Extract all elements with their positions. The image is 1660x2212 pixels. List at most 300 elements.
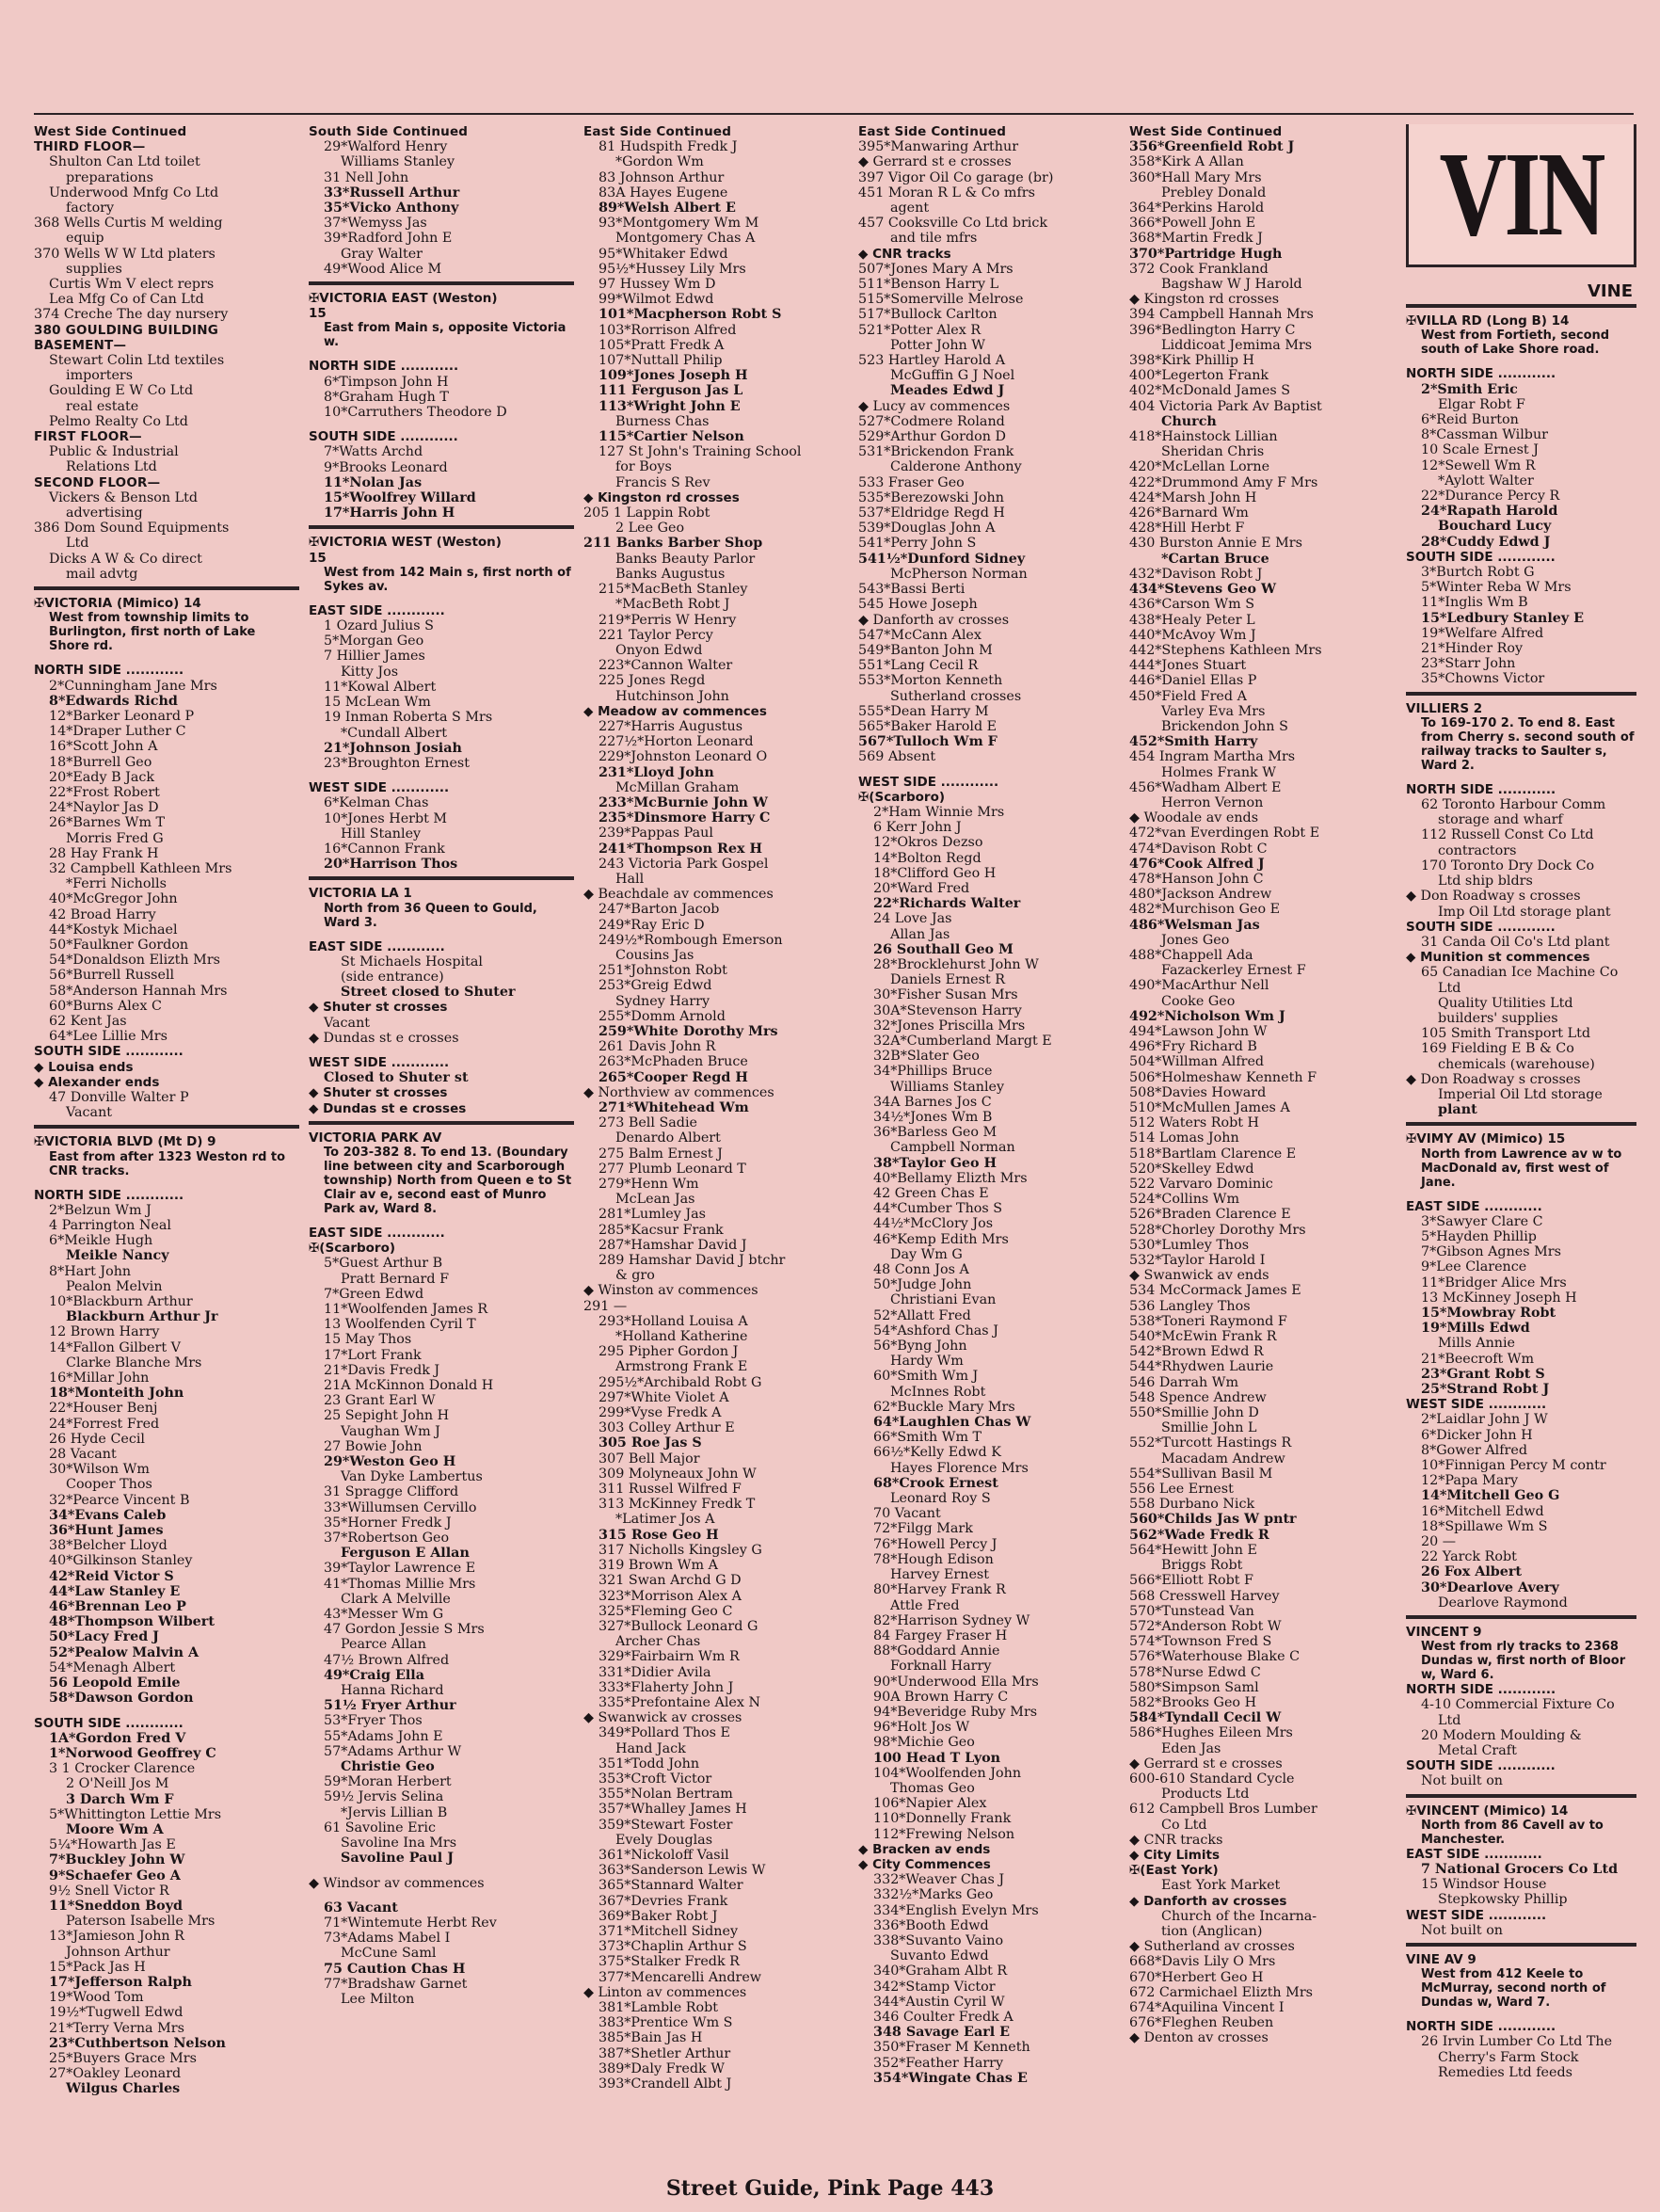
directory-entry: 327*Bullock Leonard G (599, 1618, 758, 1634)
directory-entry: 20*Harrison Thos (324, 857, 458, 873)
section-heading: SECOND FLOOR— (34, 474, 161, 490)
section-heading: West Side Continued (34, 124, 187, 139)
directory-entry: Hardy Wm (890, 1354, 964, 1370)
street-description: To 169-170 2. To end 8. East from Cherry s. second south of railway tracks to Saulter s, Ward 2. (1421, 715, 1635, 773)
directory-entry: 95*Whitaker Edwd (599, 246, 728, 262)
directory-entry: equip (66, 231, 104, 247)
directory-entry: 521*Potter Alex R (858, 322, 982, 338)
street-heading: ✠VILLA RD (Long B) 14 (1406, 313, 1570, 329)
street-heading: ✠VICTORIA BLVD (Mt D) 9 (34, 1134, 216, 1150)
directory-entry: 25*Strand Robt J (1421, 1381, 1550, 1397)
directory-entry: 54*Donaldson Elizth Mrs (49, 953, 220, 969)
directory-entry: 64*Laughlen Chas W (873, 1415, 1031, 1431)
directory-entry: 387*Shetler Arthur (599, 2045, 731, 2061)
directory-entry: ◆ Swanwick av crosses (583, 1710, 742, 1726)
street-heading: ✠VICTORIA WEST (Weston) (309, 535, 502, 551)
directory-entry: 548 Spence Andrew (1129, 1389, 1267, 1405)
directory-entry: 506*Holmeshaw Kenneth F (1129, 1069, 1317, 1085)
directory-entry: 323*Morrison Alex A (599, 1588, 742, 1604)
directory-entry: 385*Bain Jas H (599, 2030, 703, 2046)
directory-entry: Williams Stanley (890, 1079, 1005, 1095)
directory-entry: 72*Filgg Mark (873, 1521, 973, 1537)
directory-entry: 44*Law Stanley E (49, 1583, 181, 1599)
directory-entry: McMillan Graham (615, 779, 740, 795)
directory-entry: 315 Rose Geo H (599, 1527, 719, 1543)
directory-entry: 2*Ham Winnie Mrs (873, 804, 1005, 820)
directory-entry: Ltd ship bldrs (1438, 874, 1533, 890)
directory-entry: Blackburn Arthur Jr (66, 1309, 218, 1325)
directory-entry: 227½*Horton Leonard (599, 734, 754, 750)
street-heading: SOUTH SIDE ............ (1406, 1758, 1556, 1774)
street-heading: NORTH SIDE ............ (34, 1187, 184, 1203)
directory-entry: Van Dyke Lambertus (341, 1469, 483, 1485)
directory-entry: 299*Vyse Fredk A (599, 1405, 722, 1421)
directory-entry: 537*Eldridge Regd H (858, 505, 1005, 521)
directory-entry: 375*Stalker Fredk R (599, 1954, 740, 1970)
directory-entry: 15*Mowbray Robt (1421, 1305, 1556, 1321)
directory-entry: 370 Wells W W Ltd platers (34, 246, 215, 262)
directory-entry: 404 Victoria Park Av Baptist (1129, 398, 1322, 414)
street-heading: ✠VICTORIA EAST (Weston) (309, 291, 498, 307)
directory-entry: 531*Brickendon Frank (858, 444, 1014, 460)
directory-entry: 474*Davison Robt C (1129, 841, 1268, 857)
directory-entry: Forknall Harry (890, 1659, 992, 1675)
directory-entry: 289 Hamshar David J btchr (599, 1253, 786, 1269)
directory-entry: 7*Gibson Agnes Mrs (1421, 1244, 1561, 1260)
directory-entry: storage and wharf (1438, 812, 1563, 828)
directory-entry: 400*Legerton Frank (1129, 368, 1269, 384)
directory-entry: Allan Jas (890, 926, 950, 942)
directory-entry: builders' supplies (1438, 1010, 1558, 1026)
street-heading: NORTH SIDE ............ (34, 663, 184, 679)
directory-entry: 9*Lee Clarence (1421, 1259, 1527, 1275)
directory-entry: 26*Barnes Wm T (49, 815, 166, 831)
directory-entry: Meikle Nancy (66, 1248, 169, 1264)
directory-entry: Wilgus Charles (66, 2081, 181, 2097)
directory-entry: 7*Buckley John W (49, 1852, 185, 1868)
directory-entry: 9*Schaefer Geo A (49, 1867, 181, 1883)
directory-entry: Paterson Isabelle Mrs (66, 1914, 215, 1930)
directory-entry: 482*Murchison Geo E (1129, 902, 1281, 918)
directory-entry: 19*Mills Edwd (1421, 1321, 1530, 1337)
directory-entry: 11*Woolfenden James R (324, 1301, 488, 1317)
directory-entry: ◆ Windsor av commences (309, 1875, 485, 1891)
directory-entry: 570*Tunstead Van (1129, 1603, 1254, 1619)
directory-entry: 62 Kent Jas (49, 1013, 127, 1029)
directory-entry: ◆ Gerrard st e crosses (1129, 1755, 1283, 1771)
directory-entry: Elgar Robt F (1438, 396, 1525, 412)
directory-entry: 556 Lee Ernest (1129, 1482, 1234, 1498)
spacer (858, 765, 1124, 775)
section-rule (309, 1121, 574, 1125)
directory-entry: 11*Sneddon Boyd (49, 1898, 184, 1914)
directory-entry: 35*Horner Fredk J (324, 1515, 452, 1531)
directory-entry: 255*Domm Arnold (599, 1008, 726, 1024)
directory-entry: Vaughan Wm J (341, 1423, 440, 1439)
directory-entry: 223*Cannon Walter (599, 658, 733, 674)
directory-entry: 84 Fargey Fraser H (873, 1627, 1008, 1643)
directory-entry: plant (1438, 1102, 1477, 1118)
directory-entry: 70 Vacant (873, 1506, 941, 1522)
directory-entry: 12 Brown Harry (49, 1324, 160, 1340)
directory-entry: 47 Gordon Jessie S Mrs (324, 1622, 485, 1638)
street-heading: WEST SIDE ............ (309, 1054, 450, 1070)
directory-entry: 350*Fraser M Kenneth (873, 2040, 1030, 2056)
directory-entry: 279*Henn Wm (599, 1177, 699, 1193)
directory-entry: 81 Hudspith Fredk J (599, 139, 738, 155)
directory-entry: 40*McGregor John (49, 891, 178, 907)
directory-entry: Shulton Can Ltd toilet (49, 154, 200, 170)
directory-entry: 366*Powell John E (1129, 216, 1256, 232)
directory-entry: 496*Fry Richard B (1129, 1039, 1257, 1055)
directory-entry: 94*Beveridge Ruby Mrs (873, 1704, 1038, 1720)
section-rule (34, 1125, 299, 1129)
directory-entry: 247*Barton Jacob (599, 902, 720, 918)
directory-entry: Vacant (66, 1105, 113, 1121)
directory-entry: Banks Augustus (615, 566, 726, 582)
directory-entry: McPherson Norman (890, 566, 1028, 582)
directory-entry: 291 — (583, 1298, 628, 1314)
header-word: VIN (1439, 127, 1604, 261)
directory-entry: 66½*Kelly Edwd K (873, 1445, 1001, 1461)
directory-entry: 361*Nickoloff Vasil (599, 1847, 729, 1863)
directory-entry: 22*Richards Walter (873, 896, 1021, 912)
directory-entry: 307 Bell Major (599, 1451, 700, 1467)
directory-entry: 21*Davis Fredk J (324, 1362, 440, 1378)
directory-entry: 27 Bowie John (324, 1438, 423, 1454)
directory-entry: 23 Grant Earl W (324, 1393, 436, 1409)
directory-entry: *MacBeth Robt J (615, 597, 730, 613)
directory-entry: 14*Mitchell Geo G (1421, 1488, 1560, 1504)
directory-entry: 370*Partridge Hugh (1129, 246, 1283, 262)
directory-entry: 287*Hamshar David J (599, 1237, 747, 1253)
directory-entry: 17*Jefferson Ralph (49, 1974, 192, 1990)
street-heading: WEST SIDE ............ (1406, 1907, 1547, 1923)
spacer (309, 349, 574, 359)
directory-entry: 543*Bassi Berti (858, 582, 966, 598)
directory-entry: 567*Tulloch Wm F (858, 734, 998, 750)
directory-entry: 348 Savage Earl E (873, 2025, 1011, 2041)
directory-entry: Meades Edwd J (890, 383, 1005, 399)
directory-entry: ◆ Kingston rd crosses (1129, 292, 1280, 308)
directory-entry: 76*Howell Percy J (873, 1536, 998, 1552)
directory-entry: 369*Baker Robt J (599, 1908, 718, 1924)
street-description: West from rly tracks to 2368 Dundas w, first north of Bloor w, Ward 6. (1421, 1640, 1626, 1683)
directory-entry: 452*Smith Harry (1129, 734, 1258, 750)
directory-entry: 584*Tyndall Cecil W (1129, 1710, 1282, 1726)
section-heading: South Side Continued (309, 124, 469, 139)
street-description: West from township limits to Burlington, first north of Lake Shore rd. (49, 611, 256, 654)
directory-entry: 65 Canadian Ice Machine Co (1421, 965, 1619, 981)
section-rule (1406, 1943, 1636, 1947)
directory-entry: 33*Russell Arthur (324, 184, 460, 200)
directory-entry: 377*Mencarelli Andrew (599, 1969, 762, 1985)
street-heading: VINCENT 9 (1406, 1625, 1482, 1641)
directory-entry: 538*Toneri Raymond F (1129, 1313, 1287, 1329)
directory-entry: 541*Perry John S (858, 536, 977, 552)
directory-entry: 360*Hall Mary Mrs (1129, 169, 1262, 185)
directory-entry: 293*Holland Louisa A (599, 1313, 748, 1329)
directory-entry: 566*Elliott Robt F (1129, 1573, 1253, 1589)
spacer (1406, 357, 1636, 366)
directory-entry: 576*Waterhouse Blake C (1129, 1649, 1301, 1665)
directory-entry: 10*Jones Herbt M (324, 810, 448, 826)
directory-entry: Pratt Bernard F (341, 1271, 449, 1287)
directory-entry: ◆ Gerrard st e crosses (858, 154, 1012, 170)
directory-entry: St Michaels Hospital (341, 954, 483, 970)
directory-entry: 515*Somerville Melrose (858, 292, 1024, 308)
street-heading: SOUTH SIDE ............ (34, 1044, 184, 1060)
street-description: West from Fortieth, second south of Lake Shore road. (1421, 329, 1610, 358)
directory-entry: 12*Barker Leonard P (49, 708, 195, 724)
directory-entry: Vickers & Benson Ltd (49, 489, 199, 505)
directory-entry: Christiani Evan (890, 1292, 997, 1308)
directory-entry: 372 Cook Frankland (1129, 261, 1269, 277)
directory-entry: 6*Reid Burton (1421, 412, 1519, 428)
directory-entry: Goulding E W Co Ltd (49, 383, 194, 399)
directory-entry: 11*Nolan Jas (324, 474, 423, 490)
directory-entry: 78*Hough Edison (873, 1551, 994, 1567)
directory-entry: Church of the Incarna- (1161, 1908, 1317, 1924)
directory-entry: 239*Pappas Paul (599, 825, 713, 842)
directory-entry: 5*Morgan Geo (324, 633, 424, 649)
column-6 (1406, 124, 1636, 2157)
directory-entry: 8*Cassman Wilbur (1421, 427, 1548, 443)
directory-entry: 227*Harris Augustus (599, 718, 743, 734)
directory-entry: Ltd (1438, 1712, 1461, 1728)
directory-entry: 514 Lomas John (1129, 1130, 1239, 1146)
directory-entry: 420*McLellan Lorne (1129, 459, 1270, 475)
directory-entry: ◆ Sutherland av crosses (1129, 1939, 1295, 1955)
street-heading: ◆ City Limits (1129, 1847, 1220, 1863)
directory-entry: 63 Vacant (324, 1899, 398, 1915)
directory-entry: Hutchinson John (615, 688, 729, 704)
directory-entry: Stewart Colin Ltd textiles (49, 353, 225, 369)
directory-entry: 547*McCann Alex (858, 627, 982, 643)
spacer (309, 1046, 574, 1055)
directory-entry: 99*Wilmot Edwd (599, 292, 714, 308)
directory-entry: Holmes Frank W (1161, 764, 1276, 780)
directory-entry: 600-610 Standard Cycle (1129, 1771, 1295, 1787)
directory-entry: 396*Bedlington Harry C (1129, 322, 1296, 338)
directory-entry: 530*Lumley Thos (1129, 1237, 1250, 1253)
directory-entry: 580*Simpson Saml (1129, 1679, 1259, 1695)
spacer (1406, 2010, 1636, 2019)
directory-entry: 16*Scott John A (49, 739, 158, 755)
directory-entry: 5*Whittington Lettie Mrs (49, 1806, 222, 1822)
directory-entry: 586*Hughes Eileen Mrs (1129, 1725, 1293, 1741)
directory-entry: 424*Marsh John H (1129, 489, 1257, 505)
spacer (309, 1891, 574, 1900)
street-heading: ◆ Shuter st crosses (309, 1085, 448, 1101)
directory-entry: 100 Head T Lyon (873, 1750, 1001, 1766)
directory-entry: 352*Feather Harry (873, 2055, 1004, 2071)
directory-entry: 103*Rorrison Alfred (599, 322, 737, 338)
directory-entry: 541½*Dunford Sidney (858, 551, 1026, 567)
directory-entry: *Cartan Bruce (1161, 551, 1269, 567)
directory-entry: preparations (66, 169, 153, 185)
directory-entry: 23*Starr John (1421, 656, 1516, 672)
directory-entry: 111 Ferguson Jas L (599, 383, 743, 399)
directory-entry: 386 Dom Sound Equipments (34, 521, 230, 537)
directory-entry: Cooke Geo (1161, 993, 1236, 1009)
directory-entry: 534 McCormack James E (1129, 1283, 1301, 1299)
directory-entry: 215*MacBeth Stanley (599, 582, 748, 598)
directory-entry: 389*Daly Fredk W (599, 2060, 725, 2076)
directory-entry: Co Ltd (1161, 1817, 1207, 1833)
directory-entry: 66*Smith Wm T (873, 1430, 982, 1446)
directory-entry: 251*Johnston Robt (599, 963, 727, 979)
directory-entry: 285*Kacsur Frank (599, 1222, 724, 1238)
directory-entry: 546 Darrah Wm (1129, 1374, 1239, 1390)
directory-entry: 381*Lamble Robt (599, 1999, 719, 2015)
directory-entry: 3*Burtch Robt G (1421, 565, 1535, 581)
street-heading: ◆ Shuter st crosses (309, 1000, 448, 1016)
street-heading: ◆ CNR tracks (858, 246, 951, 262)
directory-entry: 28*Cuddy Edwd J (1421, 534, 1551, 550)
directory-entry: 5¼*Howarth Jas E (49, 1837, 176, 1853)
directory-entry: 295½*Archibald Robt G (599, 1374, 762, 1390)
directory-entry: 430 Burston Annie E Mrs (1129, 536, 1302, 552)
section-heading: BASEMENT— (34, 337, 127, 353)
directory-entry: 371*Mitchell Sidney (599, 1923, 739, 1939)
directory-entry: 44*Kostyk Michael (49, 922, 178, 938)
column-5 (1129, 124, 1391, 2157)
directory-entry: 10*Carruthers Theodore D (324, 405, 507, 421)
directory-entry: Products Ltd (1161, 1787, 1250, 1803)
street-heading: ✠(Scarboro) (858, 789, 946, 805)
section-heading: East Side Continued (858, 124, 1007, 139)
street-heading: WEST SIDE ............ (309, 780, 450, 796)
directory-entry: 508*Davies Howard (1129, 1084, 1267, 1100)
directory-entry: 355*Nolan Bertram (599, 1787, 733, 1803)
directory-entry: Eden Jas (1161, 1740, 1221, 1756)
directory-entry: 426*Barnard Wm (1129, 505, 1249, 521)
directory-entry: 37*Robertson Geo (324, 1531, 450, 1547)
directory-entry: 19*Wood Tom (49, 1990, 144, 2006)
directory-entry: Stepkowsky Phillip (1438, 1892, 1568, 1908)
header-box (1406, 124, 1636, 267)
directory-entry: 357*Whalley James H (599, 1802, 747, 1818)
directory-entry: 7 Hillier James (324, 649, 425, 665)
directory-entry: 219*Perris W Henry (599, 612, 737, 628)
directory-entry: 26 Southall Geo M (873, 941, 1014, 957)
directory-entry: 275 Balm Ernest J (599, 1146, 723, 1162)
directory-entry: 520*Skelley Edwd (1129, 1161, 1254, 1177)
directory-entry: 75 Caution Chas H (324, 1961, 466, 1977)
directory-entry: 263*McPhaden Bruce (599, 1054, 748, 1070)
directory-entry: 8*Hart John (49, 1263, 132, 1279)
directory-entry: 572*Anderson Robt W (1129, 1618, 1282, 1634)
section-heading: FIRST FLOOR— (34, 429, 142, 445)
directory-entry: *Ferri Nicholls (66, 876, 167, 892)
directory-entry: Savoline Ina Mrs (341, 1835, 457, 1851)
directory-entry: 1 Ozard Julius S (324, 618, 434, 634)
directory-entry: Calderone Anthony (890, 459, 1022, 475)
directory-entry: 16*Cannon Frank (324, 841, 445, 857)
directory-entry: 329*Fairbairn Wm R (599, 1649, 740, 1665)
directory-entry: 62 Toronto Harbour Comm (1421, 797, 1606, 813)
directory-entry: 30A*Stevenson Harry (873, 1002, 1022, 1018)
directory-entry: chemicals (warehouse) (1438, 1056, 1595, 1072)
directory-entry: 456*Wadham Albert E (1129, 779, 1282, 795)
directory-entry: 205 1 Lappin Robt (583, 505, 710, 521)
directory-entry: 395*Manwaring Arthur (858, 139, 1019, 155)
directory-entry: 40*Bellamy Elizth Mrs (873, 1170, 1028, 1186)
directory-entry: 43*Messer Wm G (324, 1607, 444, 1623)
directory-entry: 33*Willumsen Cervillo (324, 1499, 477, 1515)
directory-entry: ◆ Winston av commences (583, 1283, 758, 1299)
directory-entry: 8*Graham Hugh T (324, 389, 449, 405)
street-heading: ✠VIMY AV (Mimico) 15 (1406, 1131, 1566, 1147)
directory-entry: 317 Nicholls Kingsley G (599, 1542, 762, 1558)
directory-entry: 568 Cresswell Harvey (1129, 1588, 1280, 1604)
directory-entry: 105 Smith Transport Ltd (1421, 1026, 1590, 1042)
directory-entry: 56*Burrell Russell (49, 968, 175, 984)
directory-entry: Imp Oil Ltd storage plant (1438, 904, 1611, 920)
directory-entry: 340*Graham Albt R (873, 1964, 1008, 1980)
directory-entry: 41*Thomas Millie Mrs (324, 1576, 476, 1592)
directory-entry: 38*Belcher Lloyd (49, 1538, 168, 1554)
directory-entry: 504*Willman Alfred (1129, 1054, 1265, 1070)
directory-entry: McGuffin G J Noel (890, 368, 1015, 384)
directory-entry: 21*Terry Verna Mrs (49, 2020, 184, 2036)
directory-entry: 488*Chappell Ada (1129, 947, 1253, 963)
directory-entry: 110*Donnelly Frank (873, 1811, 1012, 1827)
directory-entry: 225 Jones Regd (599, 673, 706, 689)
directory-entry: 524*Collins Wm (1129, 1192, 1240, 1208)
directory-entry: 21A McKinnon Donald H (324, 1378, 494, 1393)
directory-entry: 58*Anderson Hannah Mrs (49, 983, 228, 999)
directory-entry: ◆ Don Roadway s crosses (1406, 1071, 1581, 1087)
directory-entry: 13 McKinney Joseph H (1421, 1290, 1577, 1306)
directory-entry: 93*Montgomery Wm M (599, 216, 759, 232)
street-heading: ◆ Meadow av commences (583, 703, 767, 719)
directory-entry: Church (1161, 413, 1217, 429)
street-heading: ✠VICTORIA (Mimico) 14 (34, 596, 201, 612)
directory-entry: Public & Industrial (49, 444, 179, 460)
directory-entry: 507*Jones Mary A Mrs (858, 261, 1014, 277)
directory-entry: Curtis Wm V elect reprs (49, 277, 215, 293)
directory-entry: Attle Fred (890, 1597, 960, 1613)
street-heading: WEST SIDE ............ (858, 774, 999, 790)
directory-entry: 112*Frewing Nelson (873, 1826, 1015, 1842)
directory-entry: 170 Toronto Dry Dock Co (1421, 858, 1595, 874)
column-4 (858, 124, 1124, 2157)
directory-entry: 432*Davison Robt J (1129, 566, 1263, 582)
street-heading: VICTORIA PARK AV (309, 1130, 442, 1146)
directory-entry: 11*Bridger Alice Mrs (1421, 1274, 1567, 1290)
directory-entry: Moore Wm A (66, 1821, 164, 1837)
directory-entry: 478*Hanson John C (1129, 871, 1264, 887)
directory-entry: 249*Ray Eric D (599, 917, 705, 933)
spacer (309, 1216, 574, 1226)
directory-entry: 54*Menagh Albert (49, 1659, 176, 1675)
directory-entry: 221 Taylor Percy (599, 627, 713, 643)
directory-entry: 57*Adams Arthur W (324, 1743, 462, 1759)
directory-entry: 4-10 Commercial Fixture Co (1421, 1697, 1615, 1713)
street-heading: NORTH SIDE ............ (1406, 2019, 1556, 2035)
directory-entry: 97 Hussey Wm D (599, 277, 716, 293)
street-heading: WEST SIDE ............ (1406, 1397, 1547, 1413)
directory-entry: Savoline Paul J (341, 1851, 454, 1867)
directory-entry: 4 Parrington Neal (49, 1218, 171, 1233)
directory-entry: 31 Canda Oil Co's Ltd plant (1421, 934, 1610, 950)
directory-entry: 60*Smith Wm J (873, 1369, 979, 1385)
directory-entry: Christie Geo (341, 1759, 435, 1775)
directory-entry: 440*McAvoy Wm J (1129, 627, 1256, 643)
directory-entry: 321 Swan Archd G D (599, 1573, 742, 1589)
